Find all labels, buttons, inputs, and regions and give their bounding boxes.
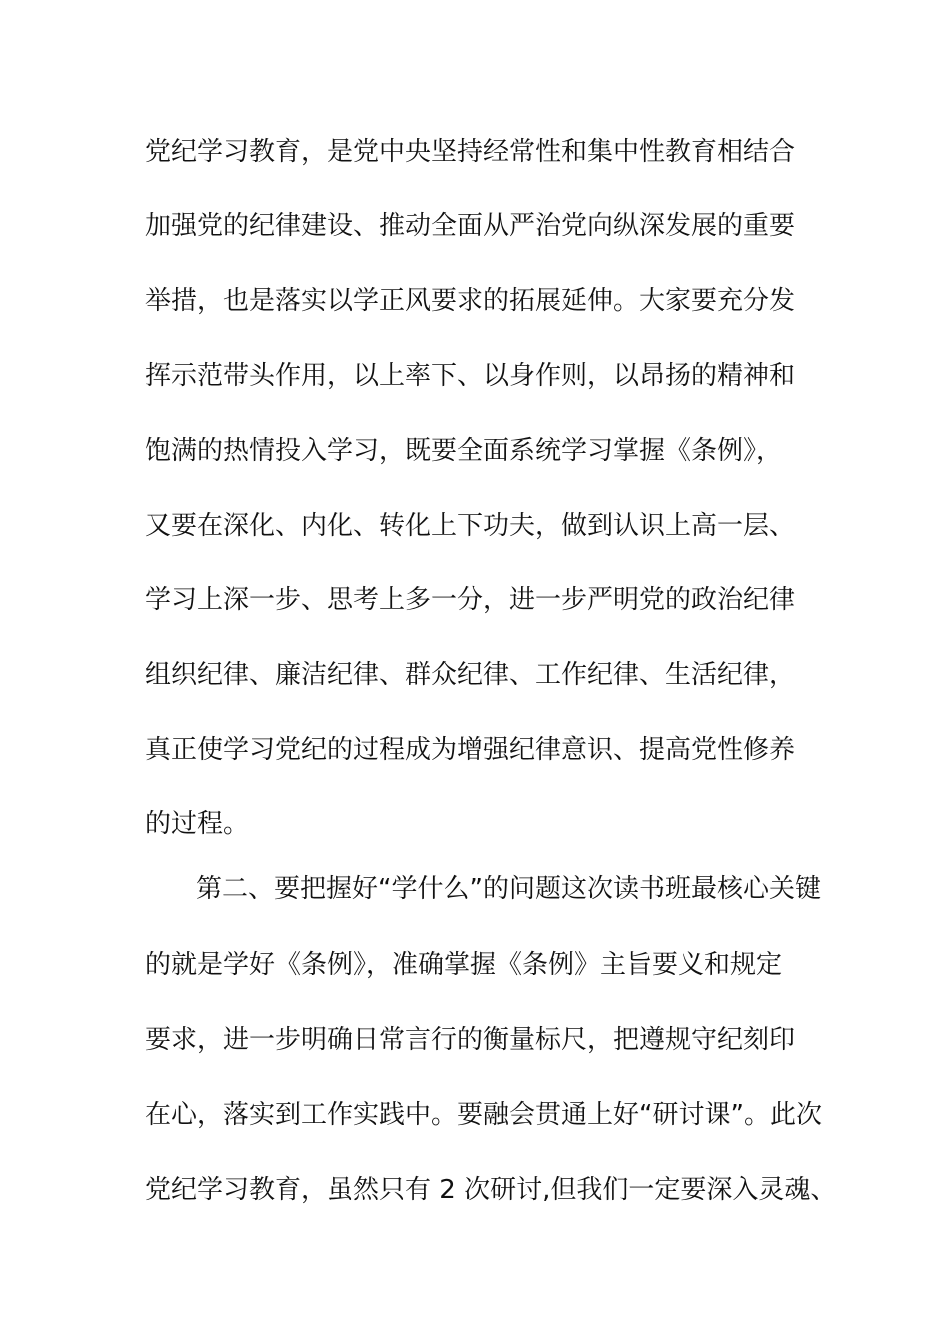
text-line: 学习上深一步、思考上多一分，进一步严明党的政治纪律 <box>145 585 796 615</box>
text-line: 要求，进一步明确日常言行的衡量标尺，把遵规守纪刻印 <box>145 1025 796 1055</box>
text-line: 举措，也是落实以学正风要求的拓展延伸。大家要充分发 <box>145 286 796 316</box>
text-line: 又要在深化、内化、转化上下功夫，做到认识上高一层、 <box>145 511 796 541</box>
text-line: 党纪学习教育，虽然只有 2 次研讨,但我们一定要深入灵魂、 <box>145 1175 837 1205</box>
text-line: 组织纪律、廉洁纪律、群众纪律、工作纪律、生活纪律， <box>145 660 796 690</box>
text-line: 饱满的热情投入学习，既要全面系统学习掌握《条例》， <box>145 436 783 466</box>
paragraph-start-line: 第二、要把握好“学什么”的问题这次读书班最核心关键 <box>196 874 821 904</box>
text-line: 加强党的纪律建设、推动全面从严治党向纵深发展的重要 <box>145 211 796 241</box>
text-line: 党纪学习教育，是党中央坚持经常性和集中性教育相结合 <box>145 137 796 167</box>
text-line: 挥示范带头作用，以上率下、以身作则，以昂扬的精神和 <box>145 361 796 391</box>
text-line: 在心，落实到工作实践中。要融会贯通上好“研讨课”。此次 <box>145 1100 822 1130</box>
text-line: 真正使学习党纪的过程成为增强纪律意识、提高党性修养 <box>145 735 796 765</box>
text-line: 的过程。 <box>145 809 250 839</box>
text-line: 的就是学好《条例》，准确掌握《条例》主旨要义和规定 <box>145 950 783 980</box>
